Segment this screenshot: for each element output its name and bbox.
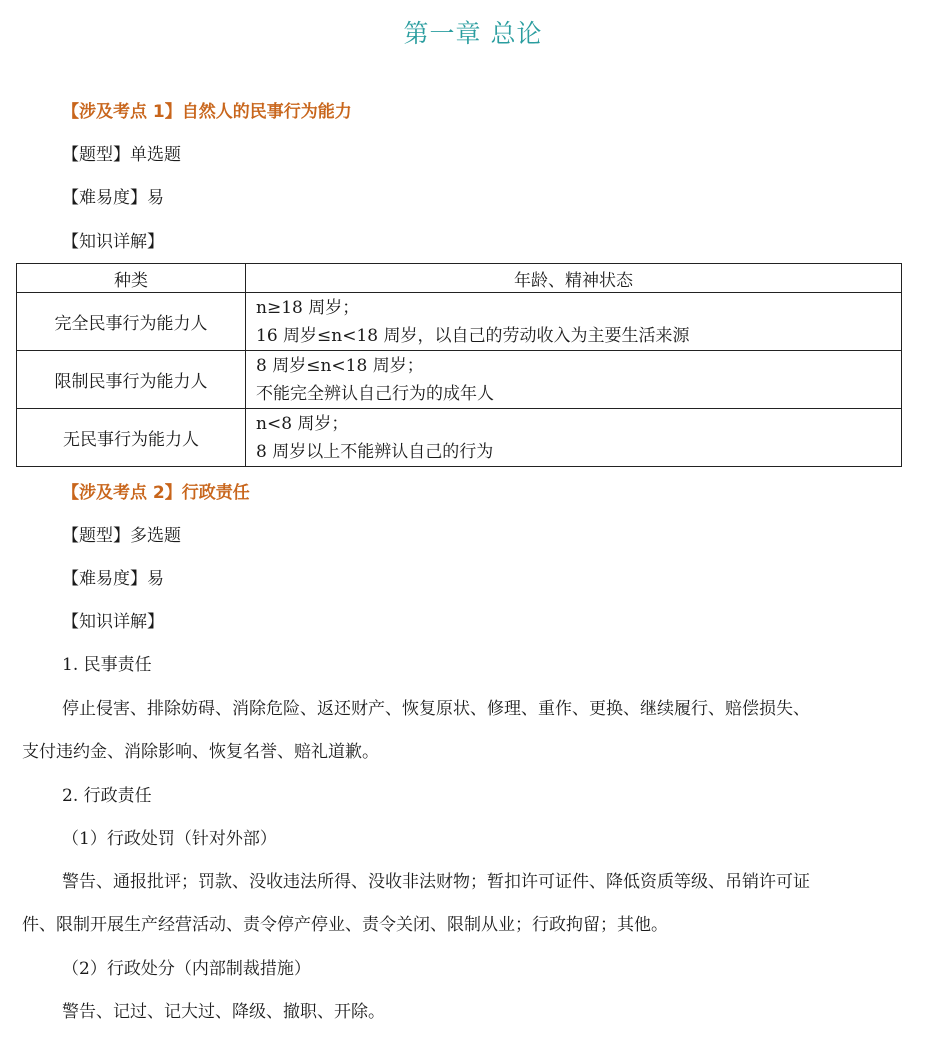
table-row (17, 351, 902, 409)
table-row (17, 293, 902, 351)
table-cell-status (246, 351, 902, 409)
admin-sanction-line: 警告、记过、记大过、降级、撤职、开除。 (62, 1002, 385, 1022)
table-header-kind: 种类 (17, 264, 246, 293)
table-cell-line: 不能完全辨认自己行为的成年人 (256, 383, 494, 404)
admin-liability-title: 2. 行政责任 (62, 786, 152, 806)
table-cell-kind: 完全民事行为能力人 (17, 293, 246, 351)
table-header-status: 年龄、精神状态 (246, 264, 902, 293)
capacity-table (16, 263, 902, 467)
table-cell-kind: 无民事行为能力人 (17, 409, 246, 467)
table-header-row (17, 264, 902, 293)
section1-difficulty: 【难易度】易 (62, 188, 164, 208)
section1-heading: 【涉及考点 1】自然人的民事行为能力 (62, 102, 352, 122)
section1-type: 【题型】单选题 (62, 145, 181, 165)
section1-knowledge: 【知识详解】 (62, 232, 164, 252)
admin-punishment-line1: 警告、通报批评；罚款、没收违法所得、没收非法财物；暂扣许可证件、降低资质等级、吊销许可证 (62, 872, 810, 892)
page-title: 第一章 总论 (403, 19, 543, 48)
section2-type: 【题型】多选题 (62, 526, 181, 546)
civil-liability-line2: 支付违约金、消除影响、恢复名誉、赔礼道歉。 (22, 742, 379, 762)
section2-knowledge: 【知识详解】 (62, 612, 164, 632)
admin-punishment-line2: 件、限制开展生产经营活动、责令停产停业、责令关闭、限制从业；行政拘留；其他。 (22, 915, 668, 935)
table-cell-status (246, 293, 902, 351)
table-cell-line: n<8 周岁； (256, 413, 349, 434)
table-cell-line: n≥18 周岁； (256, 297, 360, 318)
table-cell-line: 16 周岁≤n<18 周岁，以自己的劳动收入为主要生活来源 (256, 325, 690, 346)
table-cell-kind: 限制民事行为能力人 (17, 351, 246, 409)
admin-sanction-title: （2）行政处分（内部制裁措施） (62, 959, 311, 979)
table-cell-line: 8 周岁≤n<18 周岁； (256, 355, 424, 376)
table-row (17, 409, 902, 467)
table-cell-status (246, 409, 902, 467)
section2-heading: 【涉及考点 2】行政责任 (62, 483, 250, 503)
civil-liability-title: 1. 民事责任 (62, 655, 152, 675)
section2-difficulty: 【难易度】易 (62, 569, 164, 589)
civil-liability-line1: 停止侵害、排除妨碍、消除危险、返还财产、恢复原状、修理、重作、更换、继续履行、赔偿损失、 (62, 699, 810, 719)
table-cell-line: 8 周岁以上不能辨认自己的行为 (256, 441, 494, 462)
admin-punishment-title: （1）行政处罚（针对外部） (62, 829, 277, 849)
